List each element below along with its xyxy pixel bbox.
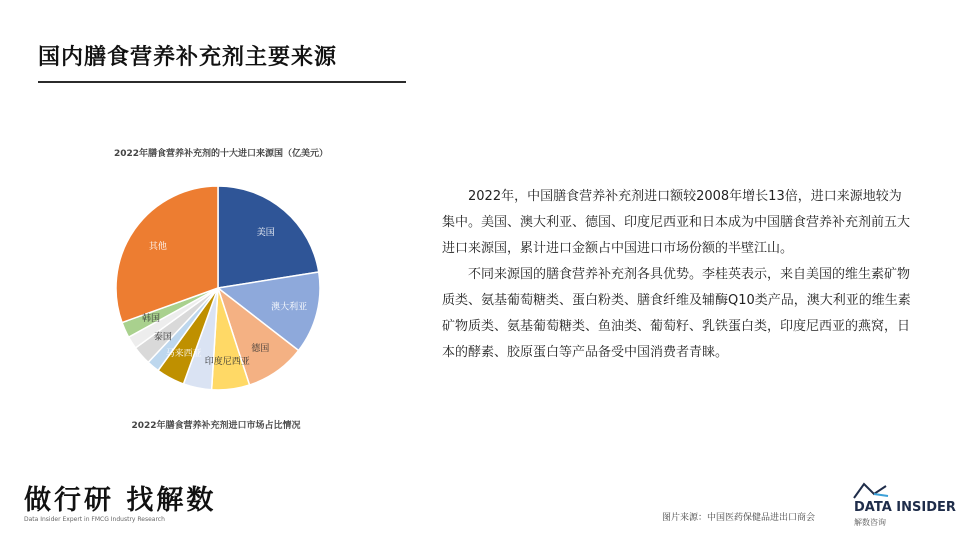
title-divider — [38, 81, 406, 83]
page-title: 国内膳食营养补充剂主要来源 — [38, 45, 338, 70]
brand-tagline: Data Insider Expert in FMCG Industry Research — [24, 516, 165, 523]
slice-label: 马来西亚 — [165, 348, 202, 359]
chart-title: 2022年膳食营养补充剂的十大进口来源国（亿美元） — [113, 149, 329, 159]
image-source: 图片来源：中国医药保健品进出口商会 — [662, 513, 816, 523]
paragraph: 2022年，中国膳食营养补充剂进口额较2008年增长13倍，进口来源地较为集中。美国、澳大利亚、德国、印度尼西亚和日本成为中国膳食营养补充剂前五大进口来源国，累计进口金额占中国进口市场份额的半壁江山。 — [442, 189, 911, 256]
logo-subtitle: 解数咨询 — [854, 518, 886, 527]
slice-label: 其他 — [148, 241, 167, 252]
logo-name: DATA INSIDER — [854, 500, 956, 515]
article-text — [442, 184, 912, 366]
slice-label: 印度尼西亚 — [204, 356, 250, 367]
slice-label: 澳大利亚 — [271, 302, 308, 313]
paragraph: 不同来源国的膳食营养补充剂各具优势。李桂英表示，来自美国的维生素矿物质类、氨基葡萄糖类、蛋白粉类、膳食纤维及辅酶Q10类产品，澳大利亚的维生素矿物质类、氨基葡萄糖类、鱼油类、葡萄籽、乳铁蛋白类，印度尼西亚的燕窝，日本的酵素、胶原蛋白等产品备受中国消费者青睐。 — [442, 267, 911, 360]
chart-caption: 2022年膳食营养补充剂进口市场占比情况 — [131, 421, 301, 431]
brand-slogan: 做行研 找解数 — [24, 485, 217, 516]
slice-label: 美国 — [256, 228, 275, 239]
company-logo — [852, 480, 956, 528]
slice-label: 韩国 — [142, 314, 161, 325]
logo-mark-icon — [852, 480, 902, 502]
pie-chart — [100, 170, 340, 410]
slice-label: 泰国 — [153, 332, 172, 343]
slice-label: 德国 — [251, 344, 270, 355]
